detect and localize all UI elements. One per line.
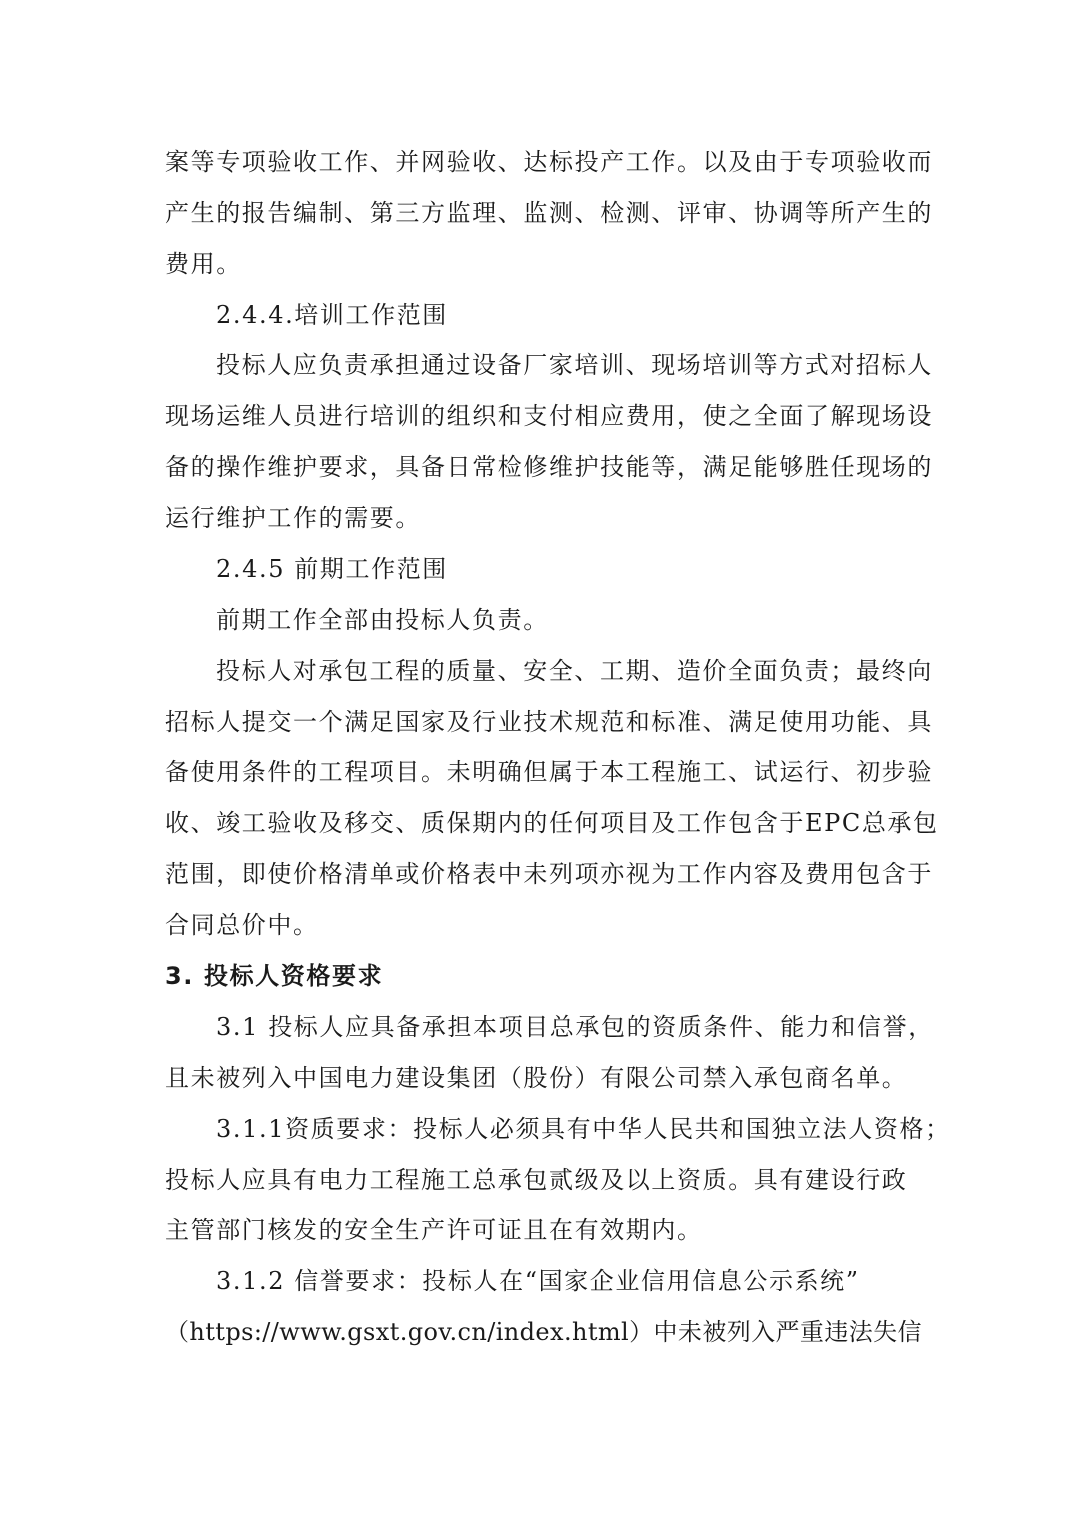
paragraph-line: 投标人应负责承担通过设备厂家培训、现场培训等方式对招标人	[216, 351, 933, 379]
paragraph-line: 前期工作全部由投标人负责。	[216, 606, 549, 634]
paragraph-line: 产生的报告编制、第三方监理、监测、检测、评审、协调等所产生的	[165, 199, 933, 227]
paragraph-line: 投标人对承包工程的质量、安全、工期、造价全面负责；最终向	[216, 657, 933, 685]
paragraph-line: 3.1.1资质要求：投标人必须具有中华人民共和国独立法人资格；	[216, 1115, 951, 1143]
paragraph-line: 3.1.2 信誉要求：投标人在“国家企业信用信息公示系统”	[216, 1267, 860, 1295]
paragraph-line: 范围，即使价格清单或价格表中未列项亦视为工作内容及费用包含于	[165, 860, 933, 888]
paragraph-line: 且未被列入中国电力建设集团（股份）有限公司禁入承包商名单。	[165, 1064, 908, 1092]
paragraph-line: 收、竣工验收及移交、质保期内的任何项目及工作包含于EPC总承包	[165, 809, 939, 837]
paragraph-line: 投标人应具有电力工程施工总承包贰级及以上资质。具有建设行政	[165, 1166, 908, 1194]
paragraph-line: 招标人提交一个满足国家及行业技术规范和标准、满足使用功能、具	[165, 708, 933, 736]
paragraph-line: 费用。	[165, 250, 242, 278]
paragraph-line: 3.1 投标人应具备承担本项目总承包的资质条件、能力和信誉，	[216, 1013, 934, 1041]
paragraph-line: 备使用条件的工程项目。未明确但属于本工程施工、试运行、初步验	[165, 758, 933, 786]
paragraph-line: 案等专项验收工作、并网验收、达标投产工作。以及由于专项验收而	[165, 148, 933, 176]
paragraph-line: 现场运维人员进行培训的组织和支付相应费用，使之全面了解现场设	[165, 402, 933, 430]
paragraph-line: 运行维护工作的需要。	[165, 504, 421, 532]
section-heading-2-4-4: 2.4.4.培训工作范围	[216, 301, 448, 329]
section-heading-2-4-5: 2.4.5 前期工作范围	[216, 555, 448, 583]
paragraph-line-url: （https://www.gsxt.gov.cn/index.html）中未被列入严重违法失信	[165, 1318, 922, 1346]
paragraph-line: 合同总价中。	[165, 911, 319, 939]
paragraph-line: 主管部门核发的安全生产许可证且在有效期内。	[165, 1216, 703, 1244]
paragraph-line: 备的操作维护要求，具备日常检修维护技能等，满足能够胜任现场的	[165, 453, 933, 481]
section-heading-3: 3. 投标人资格要求	[165, 962, 384, 990]
